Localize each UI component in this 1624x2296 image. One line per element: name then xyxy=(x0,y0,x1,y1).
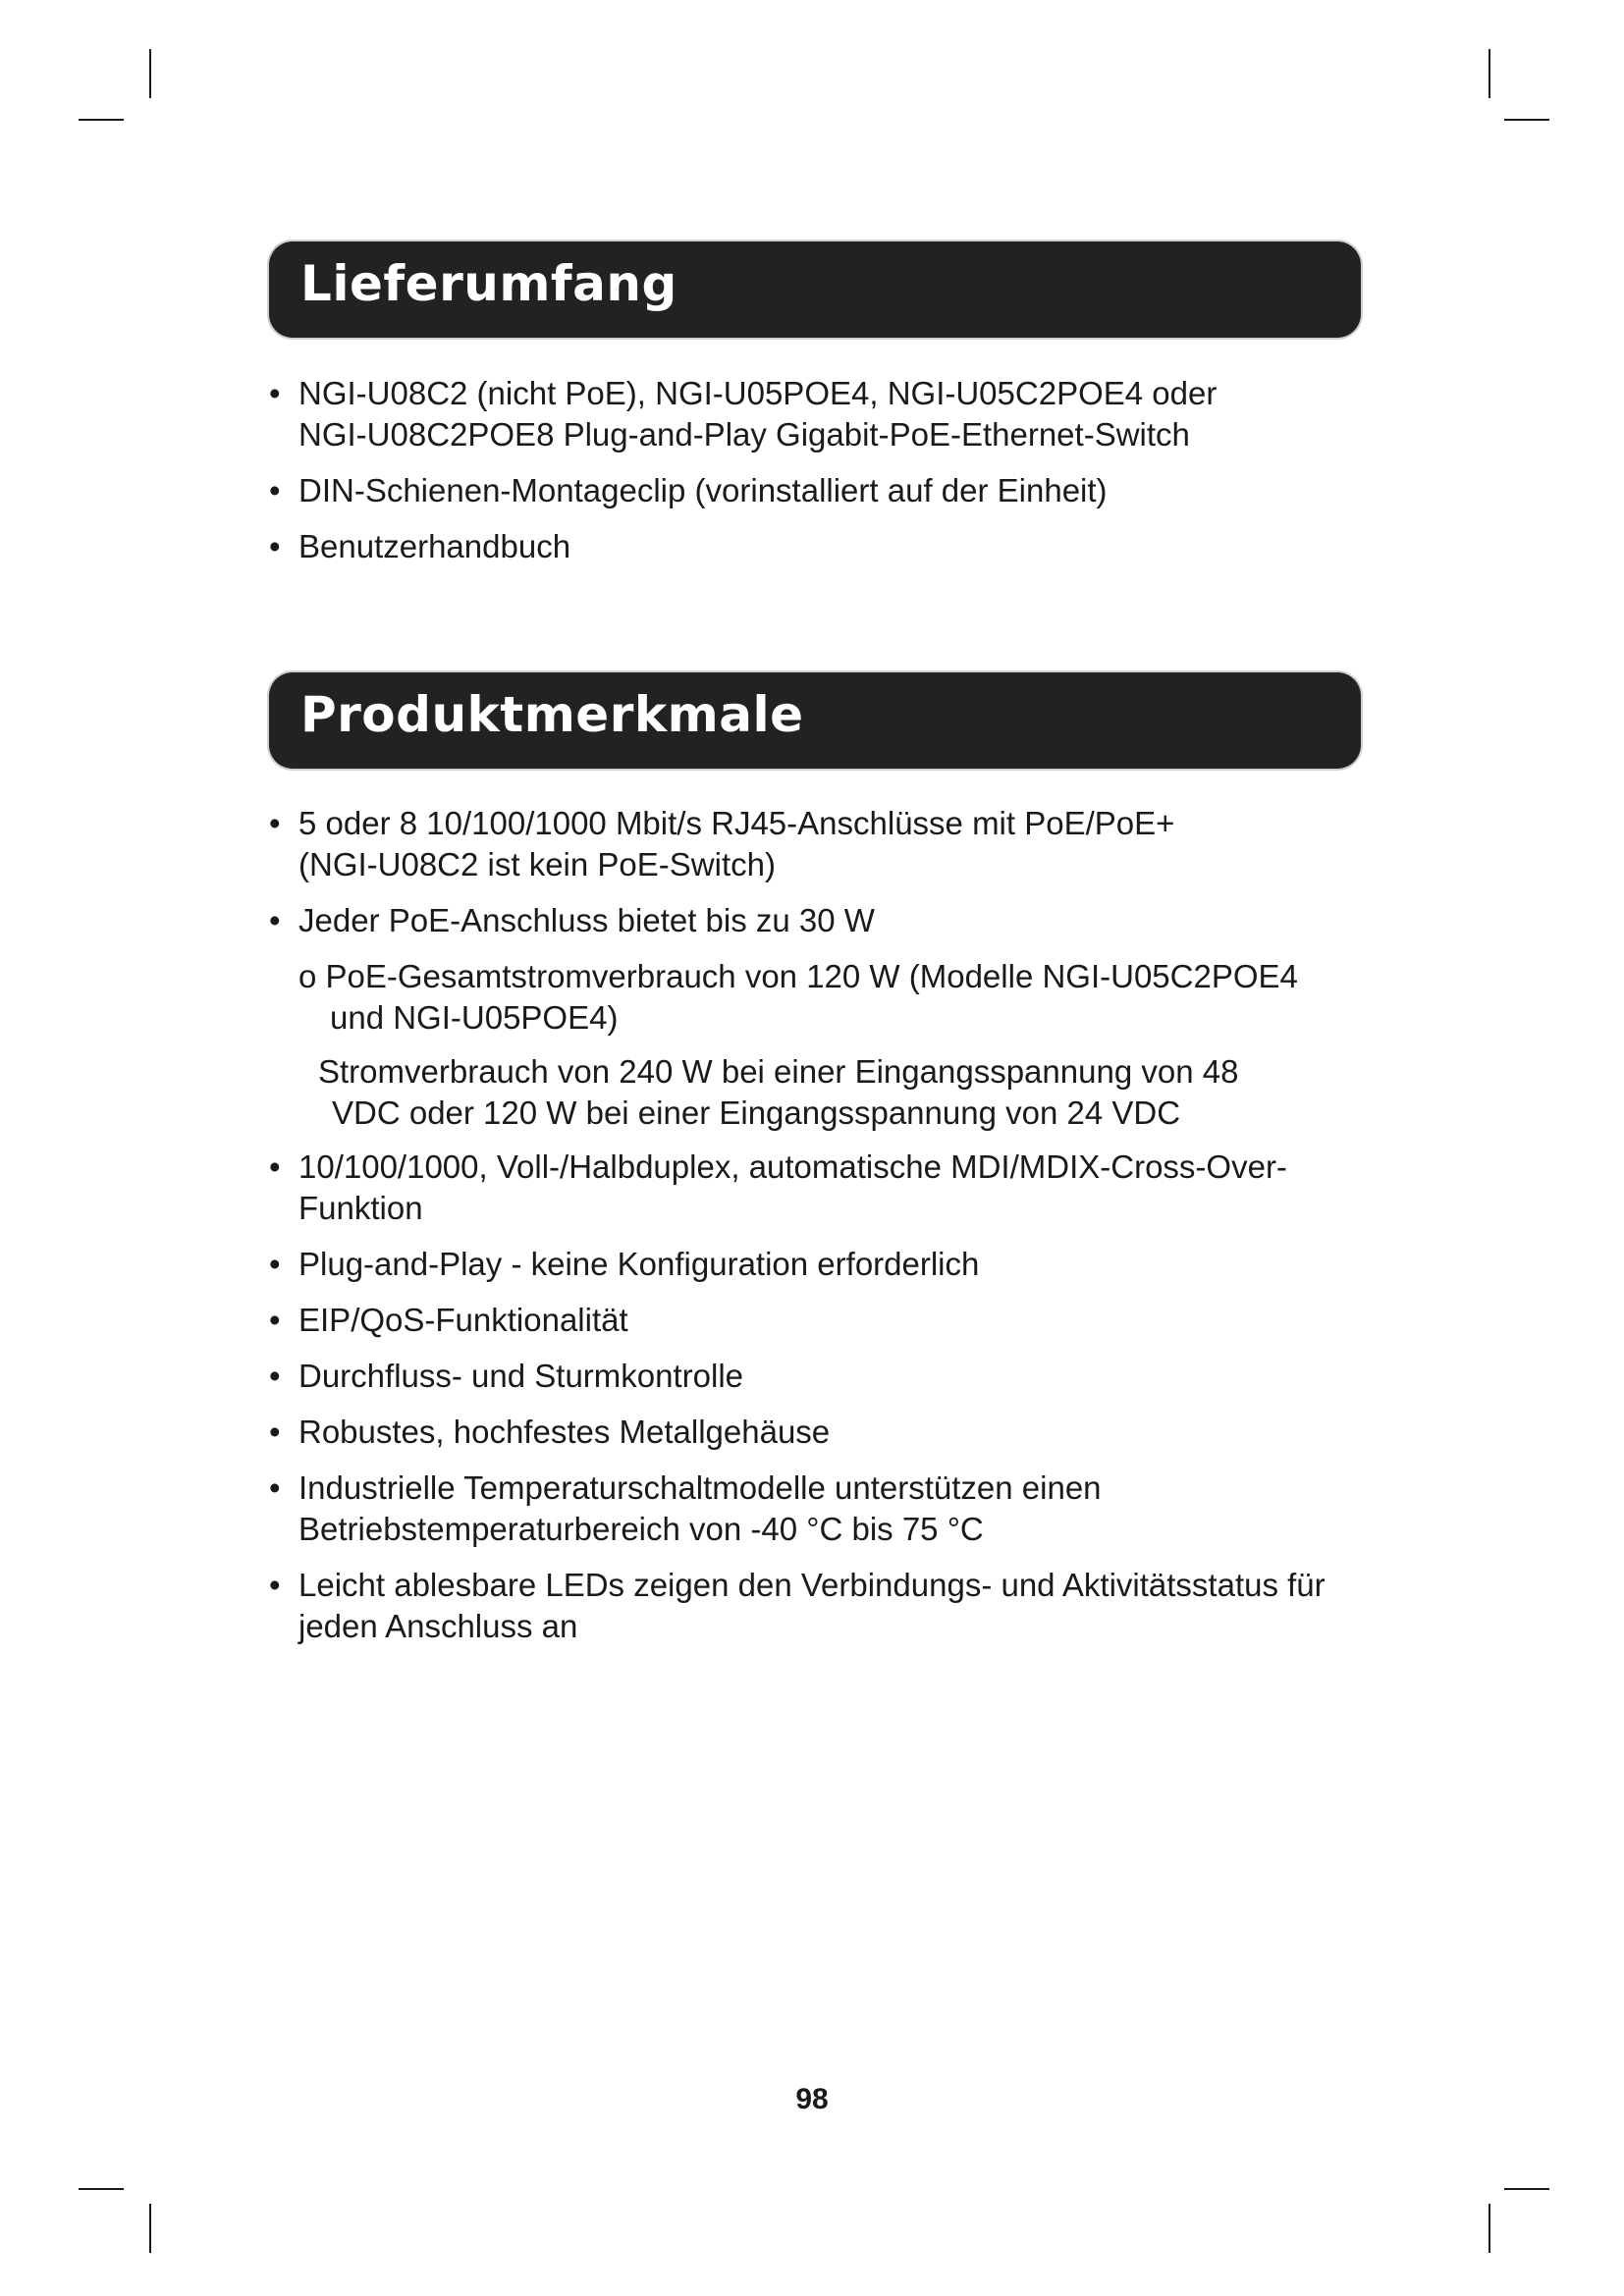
list-item: • NGI-U08C2 (nicht PoE), NGI-U05POE4, NGI-U05C2POE4 oder NGI-U08C2POE8 Plug-and-Play Gigabit-PoE-Ethernet-Switch xyxy=(269,375,1218,453)
page-number: 98 xyxy=(795,2083,829,2115)
list-item: • DIN-Schienen-Montageclip (vorinstalliert auf der Einheit) xyxy=(269,470,1271,511)
bullet: • xyxy=(269,1469,281,1506)
crop-mark xyxy=(149,2204,151,2253)
crop-mark xyxy=(1489,2204,1490,2253)
crop-mark xyxy=(1504,2188,1549,2190)
sub-list-item: o PoE-Gesamtstromverbrauch von 120 W (Modelle NGI-U05C2POE4 und NGI-U05POE4) xyxy=(298,958,1298,1036)
bullet: • xyxy=(269,1567,281,1603)
section-heading-banner xyxy=(269,241,1361,338)
included-items-list xyxy=(269,373,1271,582)
list-item: • Industrielle Temperaturschaltmodelle unterstützen einen Betriebstemperaturbereich von -40 °C bis 75 °C xyxy=(269,1469,1102,1547)
bullet: • xyxy=(269,1414,281,1450)
bullet: • xyxy=(269,1148,281,1185)
sub-list-item: Stromverbrauch von 240 W bei einer Eingangsspannung von 48 VDC oder 120 W bei einer Eingangsspannung von 24 VDC xyxy=(318,1053,1239,1131)
bullet: • xyxy=(269,805,281,841)
list-item: • 10/100/1000, Voll-/Halbduplex, automatische MDI/MDIX-Cross-Over-Funktion xyxy=(269,1148,1287,1226)
bullet: • xyxy=(269,1246,281,1282)
bullet: • xyxy=(269,528,281,564)
list-item: • 5 oder 8 10/100/1000 Mbit/s RJ45-Anschlüsse mit PoE/PoE+ (NGI-U08C2 ist kein PoE-Switch) xyxy=(269,805,1175,882)
crop-mark xyxy=(1489,49,1490,98)
list-item: • Robustes, hochfestes Metallgehäuse xyxy=(269,1412,1349,1453)
section-heading: Produktmerkmale xyxy=(300,686,804,743)
section-heading-banner xyxy=(269,672,1361,769)
list-item: • Durchfluss- und Sturmkontrolle xyxy=(269,1356,1349,1397)
crop-mark xyxy=(79,2188,124,2190)
list-item: • Leicht ablesbare LEDs zeigen den Verbindungs- und Aktivitätsstatus für jeden Anschluss an xyxy=(269,1567,1326,1644)
features-list xyxy=(269,803,1349,1662)
crop-mark xyxy=(1504,119,1549,121)
bullet: • xyxy=(269,1358,281,1394)
section-heading: Lieferumfang xyxy=(300,255,677,312)
crop-mark xyxy=(79,119,124,121)
list-item: • EIP/QoS-Funktionalität xyxy=(269,1300,1349,1341)
list-item: • Benutzerhandbuch xyxy=(269,526,1271,567)
list-item: • Jeder PoE-Anschluss bietet bis zu 30 W xyxy=(269,900,1349,941)
bullet: • xyxy=(269,375,281,411)
list-item: • Plug-and-Play - keine Konfiguration erforderlich xyxy=(269,1244,1349,1285)
bullet: • xyxy=(269,472,281,508)
bullet: • xyxy=(269,1302,281,1338)
crop-mark xyxy=(149,49,151,98)
bullet: • xyxy=(269,902,281,938)
